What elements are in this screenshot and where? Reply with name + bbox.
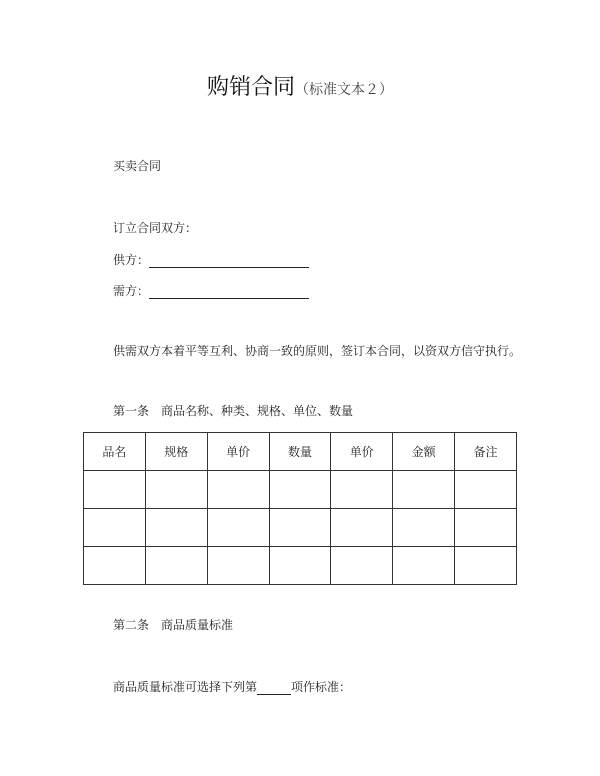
goods-table [83,432,517,585]
cell [455,547,517,585]
document-title [0,70,600,101]
header-cell: 金额 [393,433,455,471]
cell [207,509,269,547]
cell [84,547,146,585]
quality-blank [257,682,291,695]
cell [393,471,455,509]
table-header-row [84,433,517,471]
cell [269,547,331,585]
cell [331,547,393,585]
supplier-field [113,251,309,268]
header-cell: 单价 [207,433,269,471]
cell [455,471,517,509]
cell [207,547,269,585]
table-row [84,471,517,509]
title-subtitle: （标准文本２） [295,82,393,98]
quality-prefix: 商品质量标准可选择下列第 [113,680,258,694]
buyer-field [113,282,309,299]
cell [455,509,517,547]
preamble: 供需双方本着平等互利、协商一致的原则，签订本合同，以资双方信守执行。 [113,344,522,358]
table-row [84,509,517,547]
buyer-label: 需方： [113,284,150,298]
supplier-label: 供方： [113,253,150,267]
article-1: 第一条 商品名称、种类、规格、单位、数量 [113,404,354,418]
cell [331,471,393,509]
cell [84,471,146,509]
cell [84,509,146,547]
cell [145,471,207,509]
header-cell: 备注 [455,433,517,471]
cell [145,509,207,547]
title-main: 购销合同 [206,75,295,100]
cell [269,471,331,509]
header-cell: 规格 [145,433,207,471]
cell [331,509,393,547]
parties-label: 订立合同双方： [113,221,198,235]
header-cell: 数量 [269,433,331,471]
cell [393,509,455,547]
heading: 买卖合同 [113,159,162,173]
supplier-blank [149,255,309,268]
cell [145,547,207,585]
quality-suffix: 项作标准： [291,680,352,694]
cell [207,471,269,509]
cell [393,547,455,585]
quality-standard [113,678,351,695]
cell [269,509,331,547]
article-2: 第二条 商品质量标准 [113,618,234,632]
buyer-blank [149,286,309,299]
table-row [84,547,517,585]
header-cell: 品名 [84,433,146,471]
header-cell: 单价 [331,433,393,471]
